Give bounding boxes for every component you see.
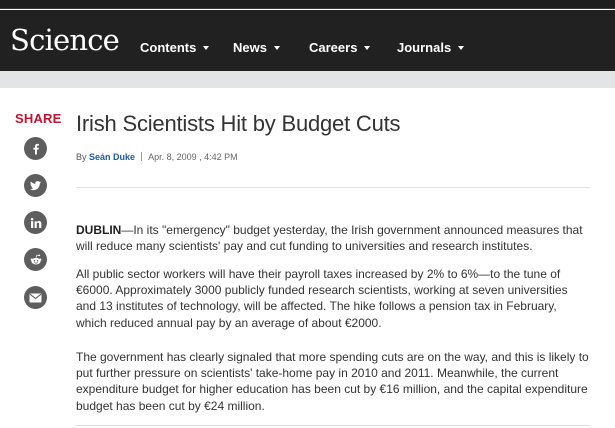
share-linkedin-button[interactable] bbox=[24, 211, 47, 234]
science-logo[interactable]: Science bbox=[10, 23, 120, 57]
paragraph-1-text: —In its "emergency" budget yesterday, the Irish government announced measures that will reduce many scientists' pay and cut funding to universities and research institutes. bbox=[76, 223, 583, 254]
nav-journals[interactable] bbox=[397, 40, 464, 55]
nav-journals-label: Journals bbox=[397, 40, 452, 55]
nav-careers[interactable] bbox=[309, 40, 370, 55]
reddit-icon bbox=[29, 253, 43, 267]
article-title: Irish Scientists Hit by Budget Cuts bbox=[76, 111, 401, 136]
share-facebook-button[interactable] bbox=[24, 137, 47, 160]
chevron-down-icon bbox=[364, 46, 370, 50]
byline bbox=[76, 152, 238, 162]
author-link[interactable]: Seán Duke bbox=[89, 152, 136, 162]
article-paragraph-3: The government has clearly signaled that more spending cuts are on the way, and this is likely to put further pressure on scientists' take-home pay in 2010 and 2011. Meanwhile, the current expenditure budget for higher education has been cut by €16 million, and the capital expenditure budget has been cut by €24 million. bbox=[76, 350, 589, 413]
byline-prefix: By bbox=[76, 152, 87, 162]
chevron-down-icon bbox=[203, 46, 209, 50]
nav-careers-label: Careers bbox=[309, 40, 358, 55]
nav-contents-label: Contents bbox=[140, 40, 197, 55]
content-divider bbox=[76, 425, 590, 426]
chevron-down-icon bbox=[274, 46, 280, 50]
share-label: SHARE bbox=[15, 111, 62, 126]
nav-news-label: News bbox=[233, 40, 267, 55]
byline-divider bbox=[141, 152, 142, 161]
linkedin-icon bbox=[30, 217, 42, 229]
nav-contents[interactable] bbox=[140, 40, 209, 55]
nav-news[interactable] bbox=[233, 40, 280, 55]
share-email-button[interactable] bbox=[24, 286, 47, 309]
twitter-icon bbox=[29, 179, 42, 192]
facebook-icon bbox=[30, 143, 42, 155]
top-strip bbox=[0, 0, 615, 9]
email-icon bbox=[29, 293, 42, 303]
article-paragraph-1 bbox=[76, 222, 590, 254]
byline-divider-rule bbox=[76, 187, 590, 188]
publish-date: Apr. 8, 2009 , 4:42 PM bbox=[148, 152, 238, 162]
subnav-bar bbox=[0, 71, 615, 88]
article-paragraph-2: All public sector workers will have their payroll taxes increased by 2% to 6%—to the tune of €6000. Approximately 3000 publicly funded research scientists, working at seven universities and 13 institutes of technology, will be affected. The hike follows a pension tax in February, which reduced annual pay by an average of about €2000. bbox=[76, 267, 568, 330]
site-header bbox=[0, 10, 615, 71]
share-twitter-button[interactable] bbox=[24, 174, 47, 197]
article-dateline: DUBLIN bbox=[76, 223, 122, 237]
chevron-down-icon bbox=[458, 46, 464, 50]
share-reddit-button[interactable] bbox=[24, 248, 47, 271]
